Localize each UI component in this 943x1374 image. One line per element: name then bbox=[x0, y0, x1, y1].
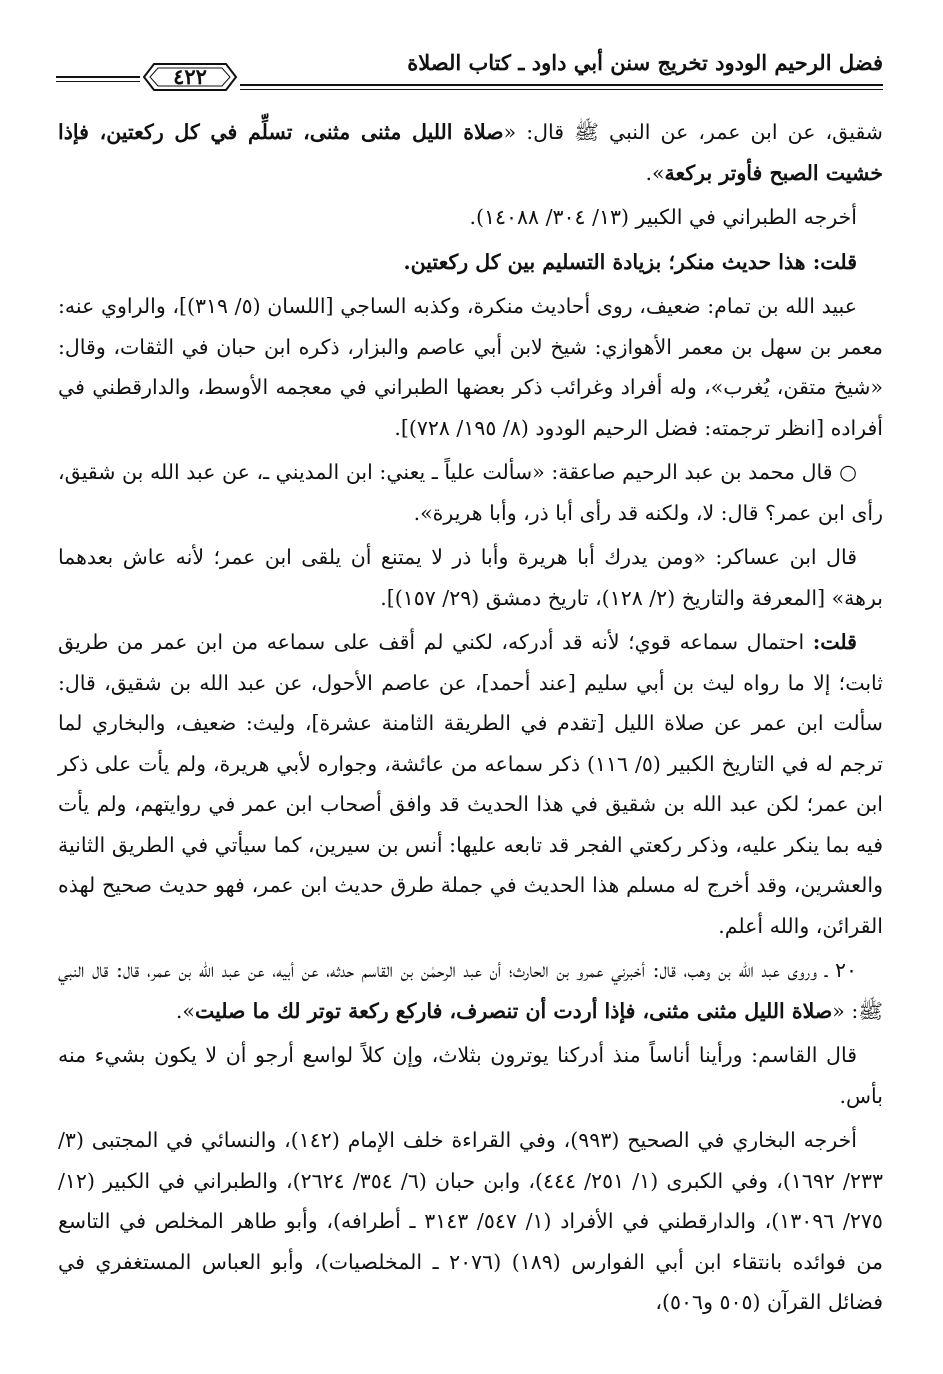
hadith-text: صلاة الليل مثنى مثنى، فإذا أردت أن تنصرف، فاركع ركعة توتر لك ما صليت bbox=[194, 998, 833, 1023]
paragraph-quote-ibn-asakir: قال ابن عساكر: «ومن يدرك أبا هريرة وأبا ذر لا يمتنع أن يلقى ابن عمر؛ لأنه عاش بعدهما برهة» [المعرفة والتاريخ (٢/ ١٢٨)، تاريخ دمشق (٢٩/ ١٥٧)]. bbox=[58, 545, 883, 610]
header-rule bbox=[56, 81, 140, 82]
paragraph-qasim: قال القاسم: ورأينا أناساً منذ أدركنا يوترون بثلاث، وإن كلاً لواسع أرجو أن لا يكون بشيء منه بأس. bbox=[58, 1043, 883, 1108]
paragraph-takhrij-2: أخرجه البخاري في الصحيح (٩٩٣)، وفي القراءة خلف الإمام (١٤٢)، والنسائي في المجتبى (٣/ ٢٣٣/ ١٦٩٢)، وفي الكبرى (١/ ٢٥١/ ٤٤٤)، وابن حبان (٦/ ٣٥٤/ ٢٦٢٤)، والطبراني في الكبير (١٢/ ٢٧٥/ ١٣٠٩٦)، والدارقطني في الأفراد (١/ ٥٤٧/ ٣١٤٣ ـ أطرافه)، وأبو طاهر المخلص في التاسع من فوائده بانتقاء ابن أبي الفوارس (١٨٩) (٢٠٧٦ ـ المخلصيات)، وأبو العباس المستغفري في فضائل القرآن (٥٠٥ و٥٠٦)، bbox=[58, 1128, 884, 1314]
paragraph-narrator-note: عبيد الله بن تمام: ضعيف، روى أحاديث منكرة، وكذبه الساجي [اللسان (٥/ ٣١٩)]، والراوي عنه: معمر بن سهل بن معمر الأهوازي: شيخ لابن أبي عاصم والبزار، ذكره ابن حبان في الثقات، وقال: «شيخ متقن، يُغرب»، وله أفراد وغرائب ذكر بعضها الطبراني في معجمه الأوسط، والدارقطني في أفراده [انظر ترجمته: فضل الرحيم الودود (٨/ ١٩٥/ ٧٢٨)]. bbox=[58, 294, 883, 440]
hadith-text: صلاة الليل مثنى مثنى، تسلِّم في كل ركعتين، فإذا خشيت الصبح فأوتر بركعة bbox=[58, 120, 883, 185]
header-rule bbox=[56, 76, 140, 78]
running-title: فضل الرحيم الودود تخريج سنن أبي داود ـ كتاب الصلاة bbox=[407, 50, 883, 75]
paragraph-hadith-1: شقيق، عن ابن عمر، عن النبي ﷺ قال: «صلاة الليل مثنى مثنى، تسلِّم في كل ركعتين، فإذا خشيت الصبح فأوتر بركعة». bbox=[58, 120, 883, 185]
header-rule bbox=[240, 84, 883, 86]
paragraph-verdict-2: قلت: احتمال سماعه قوي؛ لأنه قد أدركه، لكني لم أقف على سماعه من ابن عمر من طريق ثابت؛ إلا ما رواه ليث بن أبي سليم [عند أحمد]، عن عاصم الأحول، عن عبد الله بن شقيق، قال: سألت ابن عمر عن صلاة الليل [تقدم في الطريقة الثامنة عشرة]، وليث: ضعيف، والبخاري لما ترجم له في التاريخ الكبير (٥/ ١١٦) ذكر سماعه من عائشة، وجواره لأبي هريرة، ولم يأت على ذكر ابن عمر؛ لكن عبد الله بن شقيق في هذا الحديث قد وافق أصحاب ابن عمر في روايتهم، ولم يأت فيه بما ينكر عليه، وذكر ركعتي الفجر قد تابعه عليها: أنس بن سيرين، كما سيأتي في الطريق الثانية والعشرين، وقد أخرج له مسلم هذا الحديث في جملة طرق حديث ابن عمر، فهو حديث صحيح لهذه القرائن، والله أعلم. bbox=[58, 630, 883, 938]
page-number: ٤٢٢ bbox=[173, 64, 207, 89]
paragraph-verdict-1: قلت: هذا حديث منكر؛ بزيادة التسليم بين كل ركعتين. bbox=[403, 249, 857, 274]
paragraph-takhrij-1: أخرجه الطبراني في الكبير (١٣/ ٣٠٤/ ١٤٠٨٨). bbox=[469, 205, 857, 229]
body-text bbox=[58, 112, 883, 1327]
header-rule bbox=[240, 89, 883, 90]
page-number-ornament bbox=[140, 60, 240, 94]
paragraph-quote-saiqa: ○ قال محمد بن عبد الرحيم صاعقة: «سألت علياً ـ يعني: ابن المديني ـ، عن عبد الله بن شقيق، رأى ابن عمر؟ قال: لا، ولكنه قد رأى أبا ذر، وأبا هريرة». bbox=[58, 460, 883, 525]
paragraph-hadith-20: ٢٠ ـ وروى عبد الله بن وهب، قال: أخبرني عمرو بن الحارث؛ أن عبد الرحمٰن بن القاسم حدثه، عن أبيه، عن عبد الله بن عمر، قال: قال النبي ﷺ: «صلاة الليل مثنى مثنى، فإذا أردت أن تنصرف، فاركع ركعة توتر لك ما صليت». bbox=[58, 958, 883, 1023]
qultu-label: قلت: bbox=[812, 630, 857, 654]
